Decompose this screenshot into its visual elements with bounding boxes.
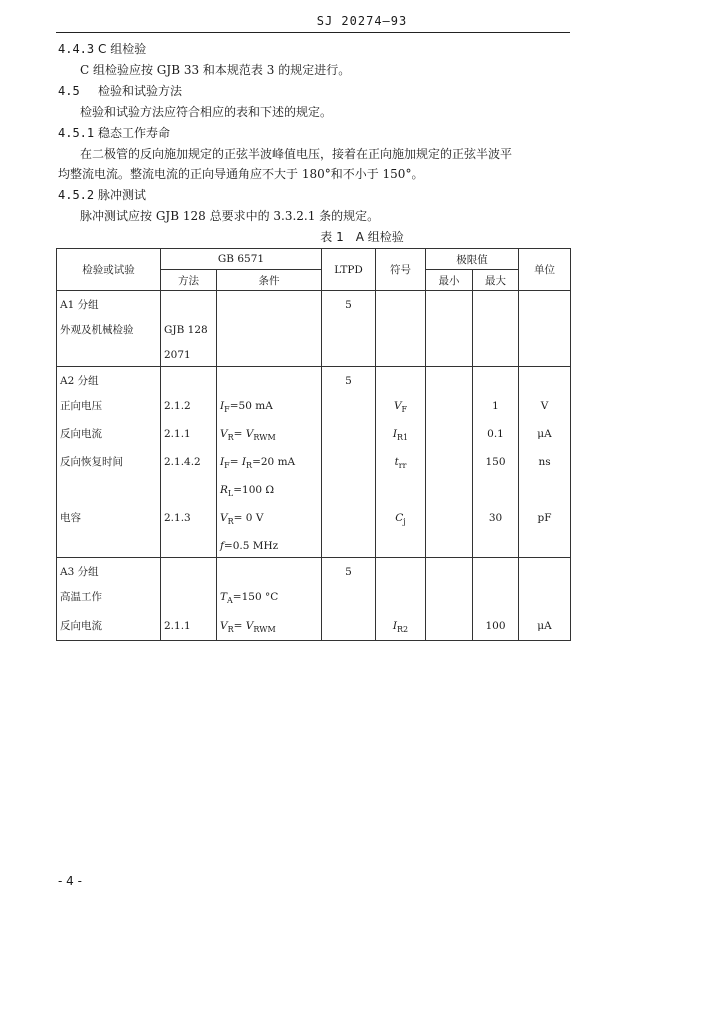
cell-condition: $I_F= I_R=20$ mA (217, 448, 322, 476)
cell-symbol: $t_{rr}$ (376, 448, 426, 476)
cell-condition: f=0.5 MHz (217, 532, 322, 558)
header-gb6571: GB 6571 (161, 249, 322, 270)
paragraph: C 组检验应按 GJB 33 和本规范表 3 的规定进行。 (80, 63, 351, 77)
table-row (57, 476, 571, 504)
cell-condition: $V_R= 0$ V (217, 504, 322, 532)
table-row (57, 612, 571, 641)
cell-test (57, 532, 161, 558)
cell-max (473, 367, 519, 393)
header-ltpd: LTPD (322, 249, 376, 291)
cell-unit (519, 316, 571, 341)
cell-max (473, 558, 519, 584)
cell-max: 0.1 (473, 420, 519, 448)
cell-symbol (376, 476, 426, 504)
cell-symbol: $I_{R1}$ (376, 420, 426, 448)
cell-method: 2.1.1 (161, 612, 217, 641)
header-rule (56, 32, 570, 33)
group-a-inspection-table (56, 248, 571, 641)
cell-unit: pF (519, 504, 571, 532)
document-code-header: SJ 20274—93 (316, 14, 408, 28)
table-body (57, 291, 571, 641)
cell-max (473, 291, 519, 317)
cell-min (426, 420, 473, 448)
cell-condition (217, 291, 322, 317)
cell-method: 2.1.2 (161, 392, 217, 420)
paragraph-continued: 均整流电流。整流电流的正向导通角应不大于 180°和不小于 150°。 (58, 167, 424, 181)
cell-min (426, 316, 473, 341)
section-number: 4.5 (58, 84, 80, 98)
table-row (57, 448, 571, 476)
cell-method (161, 476, 217, 504)
cell-method (161, 583, 217, 611)
cell-test: 正向电压 (57, 392, 161, 420)
header-symbol: 符号 (376, 249, 426, 291)
cell-min (426, 558, 473, 584)
cell-min (426, 448, 473, 476)
cell-condition (217, 367, 322, 393)
cell-ltpd: 5 (322, 367, 376, 558)
cell-unit (519, 532, 571, 558)
cell-unit (519, 291, 571, 317)
cell-max (473, 341, 519, 367)
page-number: - 4 - (58, 874, 82, 888)
table-row (57, 367, 571, 393)
cell-max: 100 (473, 612, 519, 641)
cell-condition: $R_L=100$ Ω (217, 476, 322, 504)
cell-min (426, 367, 473, 393)
header-min: 最小 (426, 270, 473, 291)
cell-min (426, 532, 473, 558)
table-row (57, 583, 571, 611)
cell-symbol: $I_{R2}$ (376, 612, 426, 641)
section-heading (58, 124, 170, 141)
cell-unit (519, 476, 571, 504)
cell-max (473, 532, 519, 558)
cell-unit: V (519, 392, 571, 420)
cell-test (57, 476, 161, 504)
section-number: 4.4.3 (58, 42, 95, 56)
cell-method: 2.1.4.2 (161, 448, 217, 476)
cell-condition: $T_A=150$ °C (217, 583, 322, 611)
cell-method: 2.1.3 (161, 504, 217, 532)
section-number: 4.5.1 (58, 126, 95, 140)
paragraph: 检验和试验方法应符合相应的表和下述的规定。 (80, 105, 333, 119)
section-title: 稳态工作寿命 (98, 126, 171, 140)
header-condition: 条件 (217, 270, 322, 291)
table-row (57, 316, 571, 341)
table-caption: 表 1 A 组检验 (320, 230, 404, 244)
section-title: 检验和试验方法 (98, 84, 183, 98)
paragraph: 脉冲测试应按 GJB 128 总要求中的 3.3.2.1 条的规定。 (80, 209, 380, 223)
cell-min (426, 583, 473, 611)
cell-test: 高温工作 (57, 583, 161, 611)
header-unit: 单位 (519, 249, 571, 291)
table-row (57, 392, 571, 420)
section-number: 4.5.2 (58, 188, 95, 202)
header-max: 最大 (473, 270, 519, 291)
cell-symbol (376, 583, 426, 611)
table-row (57, 420, 571, 448)
section-heading (58, 186, 146, 203)
table-row (57, 532, 571, 558)
cell-unit: ns (519, 448, 571, 476)
cell-unit: μA (519, 420, 571, 448)
cell-symbol: $V_F$ (376, 392, 426, 420)
cell-method (161, 558, 217, 584)
cell-symbol (376, 291, 426, 317)
cell-test: 反向电流 (57, 420, 161, 448)
cell-method (161, 367, 217, 393)
cell-condition: $V_R= V_{RWM}$ (217, 612, 322, 641)
cell-test: 反向电流 (57, 612, 161, 641)
cell-min (426, 341, 473, 367)
section-heading (58, 40, 146, 57)
table-row (57, 504, 571, 532)
cell-max (473, 316, 519, 341)
cell-max: 150 (473, 448, 519, 476)
table-row (57, 291, 571, 317)
cell-min (426, 392, 473, 420)
cell-unit (519, 583, 571, 611)
cell-condition: $V_R= V_{RWM}$ (217, 420, 322, 448)
cell-test: A3 分组 (57, 558, 161, 584)
cell-symbol (376, 341, 426, 367)
paragraph: 在二极管的反向施加规定的正弦半波峰值电压，接着在正向施加规定的正弦半波平 (80, 147, 513, 161)
cell-test (57, 341, 161, 367)
cell-method: 2.1.1 (161, 420, 217, 448)
cell-method: 2071 (161, 341, 217, 367)
table-row (57, 558, 571, 584)
header-test: 检验或试验 (57, 249, 161, 291)
cell-symbol (376, 367, 426, 393)
section-title: 脉冲测试 (98, 188, 147, 202)
cell-unit (519, 341, 571, 367)
cell-test: A1 分组 (57, 291, 161, 317)
cell-test: A2 分组 (57, 367, 161, 393)
cell-condition (217, 341, 322, 367)
cell-max: 1 (473, 392, 519, 420)
cell-condition: $I_F=50$ mA (217, 392, 322, 420)
cell-method (161, 532, 217, 558)
cell-test: 反向恢复时间 (57, 448, 161, 476)
cell-max (473, 476, 519, 504)
cell-min (426, 504, 473, 532)
table-row (57, 341, 571, 367)
header-limits: 极限值 (426, 249, 519, 270)
cell-method: GJB 128 (161, 316, 217, 341)
cell-method (161, 291, 217, 317)
cell-test: 电容 (57, 504, 161, 532)
cell-max (473, 583, 519, 611)
cell-symbol (376, 532, 426, 558)
cell-test: 外观及机械检验 (57, 316, 161, 341)
cell-min (426, 476, 473, 504)
cell-unit (519, 367, 571, 393)
cell-condition (217, 316, 322, 341)
cell-symbol (376, 558, 426, 584)
cell-unit (519, 558, 571, 584)
cell-max: 30 (473, 504, 519, 532)
cell-ltpd: 5 (322, 558, 376, 640)
cell-symbol: $C_j$ (376, 504, 426, 532)
cell-condition (217, 558, 322, 584)
header-method: 方法 (161, 270, 217, 291)
cell-symbol (376, 316, 426, 341)
section-heading (58, 82, 182, 99)
cell-min (426, 612, 473, 641)
section-title: C 组检验 (98, 42, 147, 56)
cell-unit: μA (519, 612, 571, 641)
cell-ltpd: 5 (322, 291, 376, 367)
cell-min (426, 291, 473, 317)
